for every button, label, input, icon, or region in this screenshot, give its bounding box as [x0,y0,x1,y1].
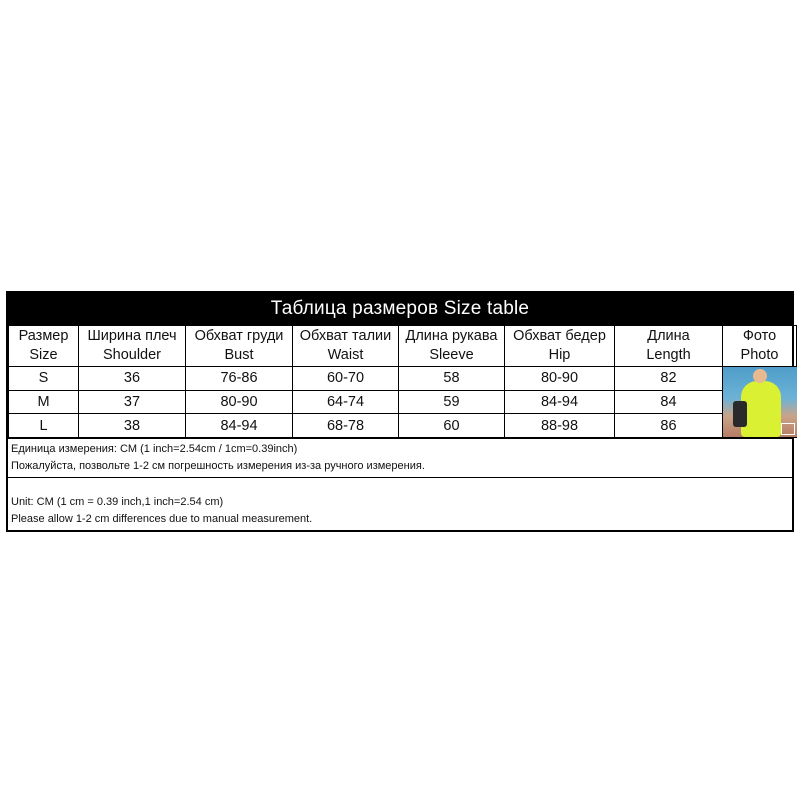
note-ru-unit: Единица измерения: CM (1 inch=2.54cm / 1cm=0.39inch) [11,443,298,455]
header-size: Размер Size [9,326,79,367]
table-title: Таблица размеров Size table [8,293,792,325]
table-header-row [9,326,797,367]
header-sleeve: Длина рукава Sleeve [399,326,505,367]
cell-length: 84 [615,390,723,414]
cell-shoulder: 36 [79,367,186,391]
cell-sleeve: 59 [399,390,505,414]
product-photo [723,367,797,437]
note-ru-tolerance: Пожалуйста, позвольте 1-2 см погрешность измерения из-за ручного измерения. [11,460,425,472]
cell-shoulder: 38 [79,414,186,438]
cell-size: S [9,367,79,391]
notes-divider [8,477,792,492]
size-table [8,325,797,438]
cell-length: 86 [615,414,723,438]
cell-sleeve: 58 [399,367,505,391]
cell-waist: 60-70 [293,367,399,391]
cell-hip: 84-94 [505,390,615,414]
header-photo: Фото Photo [723,326,797,367]
size-table-sheet [6,291,794,532]
cell-size: L [9,414,79,438]
cell-waist: 64-74 [293,390,399,414]
header-hip: Обхват бедер Hip [505,326,615,367]
note-en-unit: Unit: CM (1 cm = 0.39 inch,1 inch=2.54 cm) [11,496,224,508]
notes-russian [8,439,792,477]
cell-waist: 68-78 [293,414,399,438]
cell-sleeve: 60 [399,414,505,438]
notes-english [8,492,792,530]
cell-shoulder: 37 [79,390,186,414]
cell-hip: 88-98 [505,414,615,438]
cell-hip: 80-90 [505,367,615,391]
note-en-tolerance: Please allow 1-2 cm differences due to manual measurement. [11,513,313,525]
header-bust: Обхват груди Bust [186,326,293,367]
watermark-logo-icon [781,423,795,435]
table-row [9,414,797,438]
cell-length: 82 [615,367,723,391]
header-waist: Обхват талии Waist [293,326,399,367]
cell-bust: 80-90 [186,390,293,414]
notes-section [8,438,792,530]
cell-bust: 84-94 [186,414,293,438]
model-dress-shape [741,381,781,437]
cell-bust: 76-86 [186,367,293,391]
photo-cell [723,367,797,438]
table-row [9,390,797,414]
header-shoulder: Ширина плеч Shoulder [79,326,186,367]
model-head-shape [753,369,767,383]
cell-size: M [9,390,79,414]
table-row [9,367,797,391]
header-length: Длина Length [615,326,723,367]
model-bag-shape [733,401,747,427]
